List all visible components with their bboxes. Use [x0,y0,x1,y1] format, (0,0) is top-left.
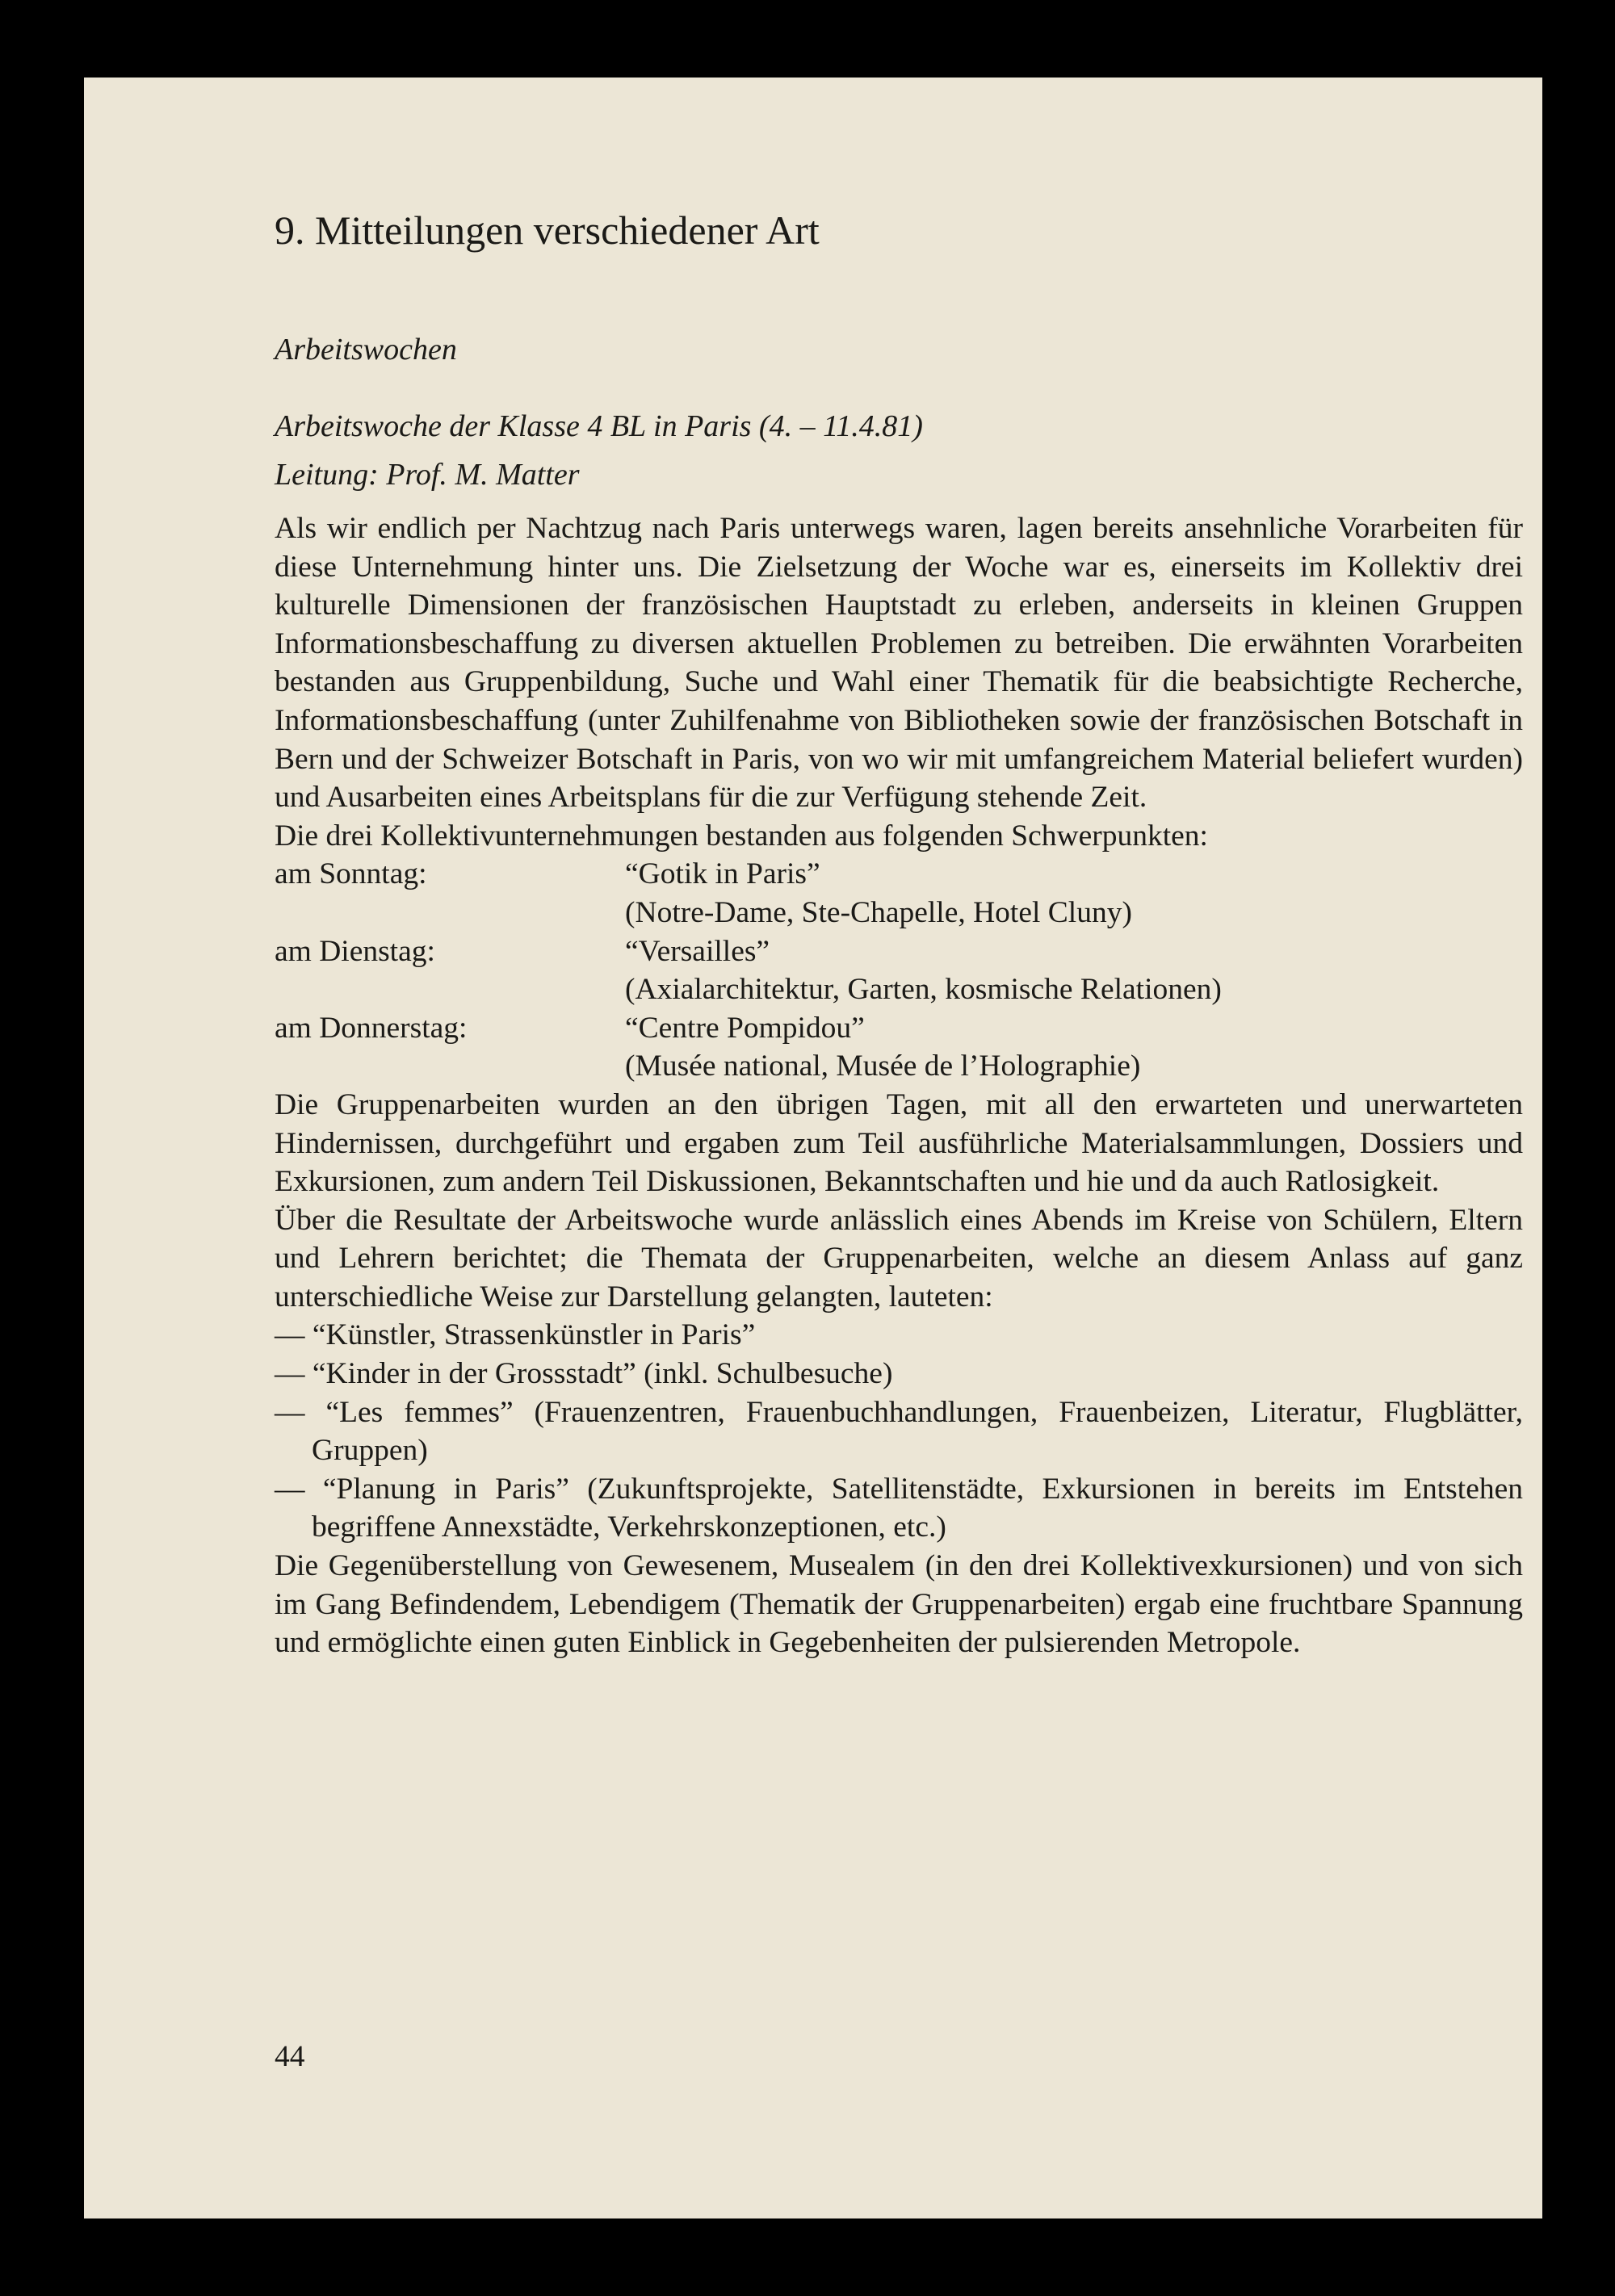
group-paragraph: Die Gruppenarbeiten wurden an den übrigen Tagen, mit all den erwarteten und unerwarteten Hindernissen, durchgeführt und ergaben zum Teil ausführliche Materialsammlungen, Dossiers und Exkursionen, zum andern Teil Diskussionen, Bekanntschaften und hie und da auch Ratlosigkeit. [275,1087,1523,1199]
topic-item: — “Künstler, Strassenkünstler in Paris” [275,1318,756,1352]
article-lead: Leitung: Prof. M. Matter [275,458,580,492]
results-paragraph: Über die Resultate der Arbeitswoche wurde anlässlich eines Abends im Kreise von Schülern, Eltern und Lehrern berichtet; die Themata der Gruppenarbeiten, welche an diesem Anlass auf ganz unterschiedliche Weise zur Darstellung gelangten, lauteten: [275,1203,1523,1313]
schedule-entry [625,932,1222,1009]
schedule-row [275,1009,1523,1086]
schedule-title: “Versailles” [625,934,770,968]
topic-item: — “Planung in Paris” (Zukunftsprojekte, Satellitenstädte, Exkursionen in bereits im Entstehen begriffene Annexstädte, Verkehrskonzeptionen, etc.) [275,1472,1523,1544]
schedule-intro: Die drei Kollektivunternehmungen bestanden aus folgenden Schwerpunkten: [275,819,1208,853]
schedule-detail: (Musée national, Musée de l’Holographie) [625,1050,1141,1083]
article-subtitle: Arbeitswoche der Klasse 4 BL in Paris (4. – 11.4.81) [275,409,923,443]
schedule-entry [625,855,1132,932]
schedule-row [275,932,1523,1009]
schedule-day: am Dienstag: [275,934,435,968]
schedule-detail: (Axialarchitektur, Garten, kosmische Relationen) [625,973,1222,1007]
section-title: Arbeitswochen [275,333,457,367]
page-number: 44 [275,2040,305,2073]
page-heading: 9. Mitteilungen verschiedener Art [275,207,820,253]
schedule-day: am Donnerstag: [275,1011,468,1045]
schedule-detail: (Notre-Dame, Ste-Chapelle, Hotel Cluny) [625,895,1132,929]
schedule-day: am Sonntag: [275,857,427,891]
topic-item: — “Kinder in der Grossstadt” (inkl. Schulbesuche) [275,1357,893,1391]
article-body [275,509,1523,1662]
intro-paragraph: Als wir endlich per Nachtzug nach Paris unterwegs waren, lagen bereits ansehnliche Vorarbeiten für diese Unternehmung hinter uns. Die Zielsetzung der Woche war es, einerseits im Kollektiv drei kulturelle Dimensionen der französischen Hauptstadt zu erleben, anderseits in kleinen Gruppen Informationsbeschaffung zu diversen aktuellen Problemen zu betreiben. Die erwähnten Vorarbeiten bestanden aus Gruppenbildung, Suche und Wahl einer Thematik für die beabsichtigte Recherche, Informationsbeschaffung (unter Zuhilfenahme von Bibliotheken sowie der französischen Botschaft in Bern und der Schweizer Botschaft in Paris, von wo wir mit umfangreichem Material beliefert wurden) und Ausarbeiten eines Arbeitsplans für die zur Verfügung stehende Zeit. [275,512,1523,815]
schedule-title: “Gotik in Paris” [625,857,820,891]
schedule-entry [625,1009,1140,1086]
topic-item: — “Les femmes” (Frauenzentren, Frauenbuchhandlungen, Frauenbeizen, Literatur, Flugblätter, Gruppen) [275,1395,1523,1468]
closing-paragraph: Die Gegenüberstellung von Gewesenem, Musealem (in den drei Kollektivexkursionen) und von sich im Gang Befindendem, Lebendigem (Thematik der Gruppenarbeiten) ergab eine fruchtbare Spannung und ermöglichte einen guten Einblick in Gegebenheiten der pulsierenden Metropole. [275,1549,1523,1660]
schedule-row [275,855,1523,932]
document-page [84,78,1542,2218]
schedule-title: “Centre Pompidou” [625,1011,865,1045]
